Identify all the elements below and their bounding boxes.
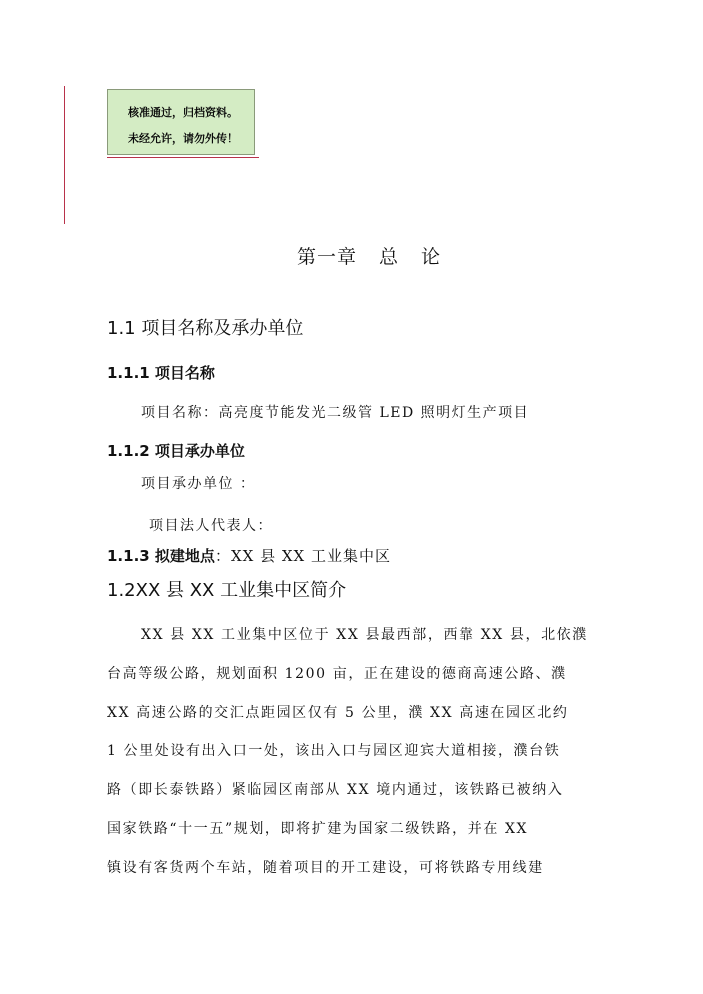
project-undertaker-line: 项目承办单位 ： [141, 476, 256, 492]
section-1-1-heading: 1.1 项目名称及承办单位 [107, 318, 304, 339]
section-1-1-2-heading: 1.1.2 项目承办单位 [107, 442, 245, 460]
section-1-1-3-label: 1.1.3 拟建地点 [107, 547, 215, 565]
section-1-1-1-heading: 1.1.1 项目名称 [107, 364, 215, 382]
approval-stamp [107, 89, 255, 155]
paragraph-line: 1 公里处设有出入口一处，该出入口与园区迎宾大道相接，濮台铁 [107, 743, 561, 759]
stamp-line-1: 核准通过，归档资料。 [128, 106, 238, 119]
margin-revision-bar [64, 86, 65, 224]
paragraph-line: 国家铁路“十一五”规划，即将扩建为国家二级铁路，并在 XX [107, 821, 529, 837]
chapter-title-part-1: 第一章 [297, 246, 358, 268]
paragraph-line: 路（即长泰铁路）紧临园区南部从 XX 境内通过，该铁路已被纳入 [107, 782, 564, 798]
chapter-title-part-2: 总 [379, 246, 400, 268]
legal-representative-line: 项目法人代表人： [149, 518, 273, 534]
paragraph-line: XX 县 XX 工业集中区位于 XX 县最西部，西靠 XX 县，北依濮 [141, 627, 588, 643]
section-1-1-3-heading [107, 545, 391, 566]
stamp-line-2: 未经允许，请勿外传！ [128, 132, 238, 145]
paragraph-line: 台高等级公路，规划面积 1200 亩，正在建设的德商高速公路、濮 [107, 666, 567, 682]
chapter-title [297, 242, 441, 269]
project-name-text: 项目名称：高亮度节能发光二级管 LED 照明灯生产项目 [141, 405, 530, 421]
chapter-title-part-3: 论 [421, 246, 442, 268]
section-1-2-heading: 1.2XX 县 XX 工业集中区简介 [107, 580, 347, 601]
section-1-1-3-value: ：XX 县 XX 工业集中区 [214, 547, 391, 565]
paragraph-line: XX 高速公路的交汇点距园区仅有 5 公里，濮 XX 高速在园区北约 [107, 705, 569, 721]
paragraph-line: 镇设有客货两个车站，随着项目的开工建设，可将铁路专用线建 [107, 860, 544, 876]
stamp-underline [107, 157, 259, 158]
